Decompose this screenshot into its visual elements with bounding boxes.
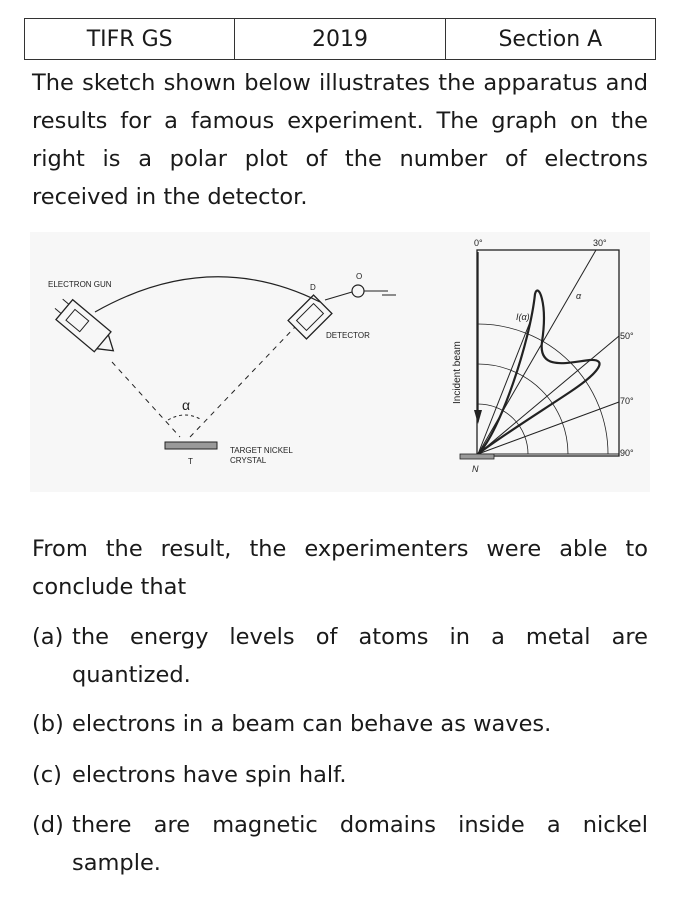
crystal-surface [460,454,494,459]
gun-label: ELECTRON GUN [48,280,112,289]
angle-label-90: 90° [620,448,634,458]
alpha-label: α [182,397,191,413]
option-label: (c) [32,762,62,788]
angle-label-50: 50° [620,331,634,341]
detector-label: DETECTOR [326,331,370,340]
option-c [32,756,648,794]
option-text: the energy levels of atoms in a metal are quantized. [72,624,648,688]
experiment-figure [30,232,650,492]
option-text: there are magnetic domains inside a nickel sample. [72,812,648,876]
question-paragraph: From the result, the experimenters were able to conclude that [32,536,648,600]
polar-alpha-label: α [576,291,582,301]
exam-year-cell: 2019 [235,19,445,60]
header-table [24,18,656,60]
option-b [32,705,648,743]
option-text: electrons in a beam can behave as waves. [72,711,552,737]
target-label-line1: TARGET NICKEL [230,446,293,455]
angle-label-30: 30° [593,238,607,248]
option-a [32,618,648,694]
section-cell: Section A [445,19,655,60]
d-label: D [310,283,316,292]
option-label: (d) [32,812,64,838]
option-label: (a) [32,624,64,650]
exam-name-cell: TIFR GS [25,19,235,60]
t-label: T [188,457,193,466]
intensity-label: I(α) [516,312,530,322]
option-d [32,806,648,882]
intro-paragraph: The sketch shown below illustrates the apparatus and results for a famous experiment. The graph on the right is a polar plot of the number of electrons received in the detector. [32,70,648,210]
o-label: O [356,272,363,281]
target-label-line2: CRYSTAL [230,456,267,465]
n-label: N [472,464,479,474]
angle-label-0: 0° [474,238,483,248]
option-label: (b) [32,711,64,737]
angle-label-70: 70° [620,396,634,406]
incident-beam-label: Incident beam [452,341,463,404]
nickel-target [165,442,217,449]
option-text: electrons have spin half. [72,762,347,788]
